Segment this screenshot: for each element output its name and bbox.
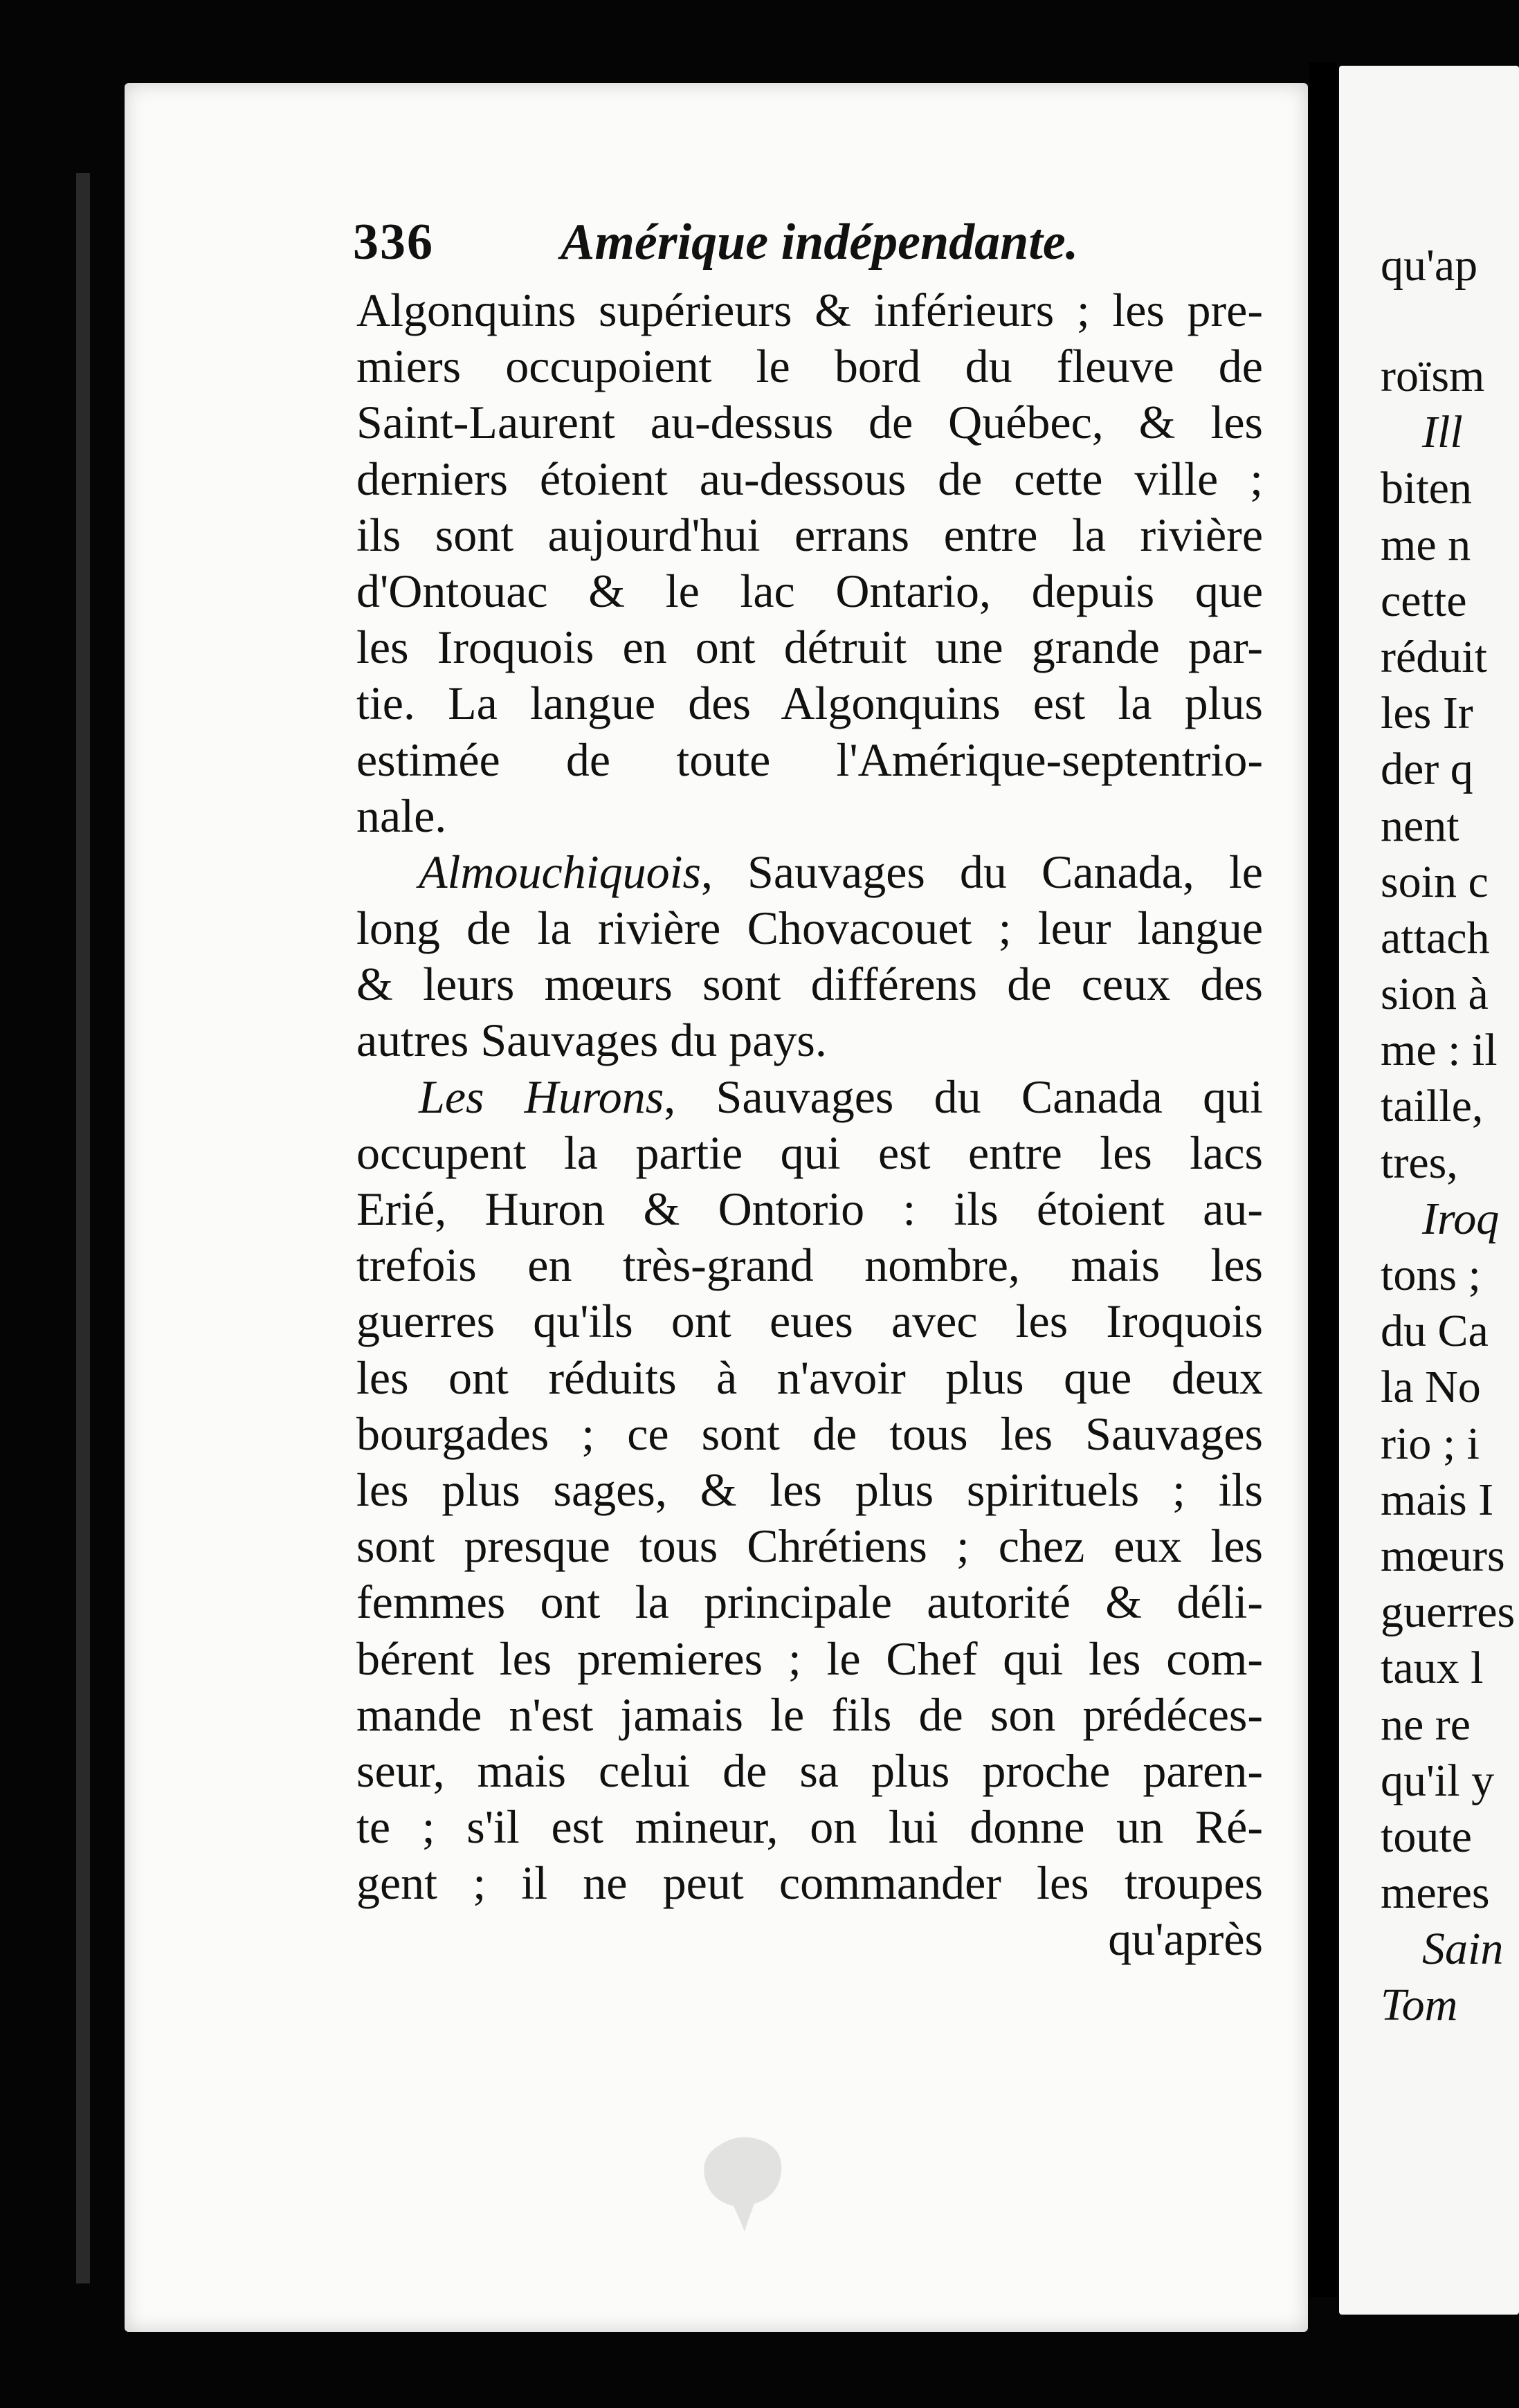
facing-page-line: biten: [1381, 463, 1472, 514]
line-text: Saint-Laurent au-dessus de Québec, & les: [356, 396, 1263, 449]
facing-page-line: ne re: [1381, 1699, 1471, 1750]
line-text: guerres qu'ils ont eues avec les Iroquois: [356, 1295, 1263, 1348]
text-line: [356, 1406, 1263, 1462]
text-line: [356, 1462, 1263, 1518]
line-text: , Sauvages du Canada qui: [664, 1070, 1263, 1123]
facing-page-first-line: qu'ap: [1381, 240, 1478, 291]
running-title: Amérique indépendante.: [561, 214, 1079, 271]
facing-page-line: der q: [1381, 744, 1473, 795]
line-text: mande n'est jamais le fils de son prédéces-: [356, 1688, 1263, 1741]
page-number: 336: [353, 214, 434, 271]
text-line: [356, 1293, 1263, 1349]
facing-page-line: Iroq: [1422, 1193, 1500, 1244]
facing-page-line: meres: [1381, 1868, 1490, 1919]
text-line: [356, 1518, 1263, 1574]
text-line: [356, 1687, 1263, 1743]
line-text: femmes ont la principale autorité & déli-: [356, 1576, 1263, 1629]
text-line: [356, 1125, 1263, 1181]
facing-page-line: tres,: [1381, 1137, 1458, 1188]
facing-page-line: Tom: [1381, 1980, 1458, 2031]
line-text: autres Sauvages du pays.: [356, 1014, 827, 1067]
line-text: , Sauvages du Canada, le: [700, 845, 1263, 898]
text-line: [356, 956, 1263, 1012]
text-line: [356, 619, 1263, 675]
text-line: [356, 788, 1263, 844]
text-line: [356, 282, 1263, 338]
page-edge-shadow: [76, 173, 90, 2283]
facing-page-line: sion à: [1381, 969, 1489, 1020]
line-text: occupent la partie qui est entre les lacs: [356, 1126, 1263, 1179]
facing-page-line: nent: [1381, 800, 1459, 851]
facing-page-line: rio ; i: [1381, 1418, 1480, 1469]
facing-page-line: taux l: [1381, 1643, 1484, 1694]
page-header: [353, 211, 1287, 273]
text-line: [356, 1574, 1263, 1630]
text-line: [356, 338, 1263, 394]
facing-page-line: roïsm: [1381, 351, 1485, 401]
facing-page-line: attach: [1381, 912, 1490, 963]
text-line: [356, 900, 1263, 956]
text-line: [356, 844, 1263, 900]
facing-page-text: [1339, 240, 1516, 2034]
facing-page-line: qu'il y: [1381, 1755, 1495, 1806]
line-text: d'Ontouac & le lac Ontario, depuis que: [356, 564, 1263, 617]
line-text: les ont réduits à n'avoir plus que deux: [356, 1351, 1263, 1404]
text-line: [356, 675, 1263, 731]
text-line: [356, 563, 1263, 619]
line-text: trefois en très-grand nombre, mais les: [356, 1239, 1263, 1292]
line-text: miers occupoient le bord du fleuve de: [356, 340, 1263, 393]
text-line: [356, 1237, 1263, 1293]
body-text: [356, 282, 1263, 1968]
facing-page-line: les Ir: [1381, 688, 1473, 739]
text-line: [356, 1069, 1263, 1125]
facing-page-line: mais I: [1381, 1474, 1494, 1525]
text-line: [356, 1855, 1263, 1911]
facing-page-line: me n: [1381, 519, 1471, 570]
line-text: bérent les premieres ; le Chef qui les com-: [356, 1632, 1263, 1685]
line-text: estimée de toute l'Amérique-septentrio-: [356, 733, 1263, 786]
facing-page-line: tons ;: [1381, 1250, 1481, 1300]
line-text: gent ; il ne peut commander les troupes: [356, 1857, 1263, 1910]
text-line: [356, 1181, 1263, 1237]
entry-term: Almouchiquois: [419, 845, 701, 898]
line-text: seur, mais celui de sa plus proche paren-: [356, 1744, 1263, 1797]
text-line: [356, 1799, 1263, 1855]
facing-page-line: Ill: [1422, 407, 1463, 458]
line-text: les plus sages, & les plus spirituels ; ils: [356, 1463, 1263, 1516]
facing-page-line: la No: [1381, 1362, 1481, 1413]
entry-term: Les Hurons: [419, 1070, 664, 1123]
line-text: nale.: [356, 789, 447, 842]
facing-page-line: du Ca: [1381, 1306, 1489, 1357]
text-line: [356, 1743, 1263, 1799]
text-line: [356, 732, 1263, 788]
facing-page-line: toute: [1381, 1811, 1472, 1862]
book-gutter: [1309, 62, 1337, 2297]
text-line: [356, 1012, 1263, 1068]
facing-page-line: soin c: [1381, 856, 1489, 907]
line-text: sont presque tous Chrétiens ; chez eux les: [356, 1520, 1263, 1573]
line-text: les Iroquois en ont détruit une grande par-: [356, 621, 1263, 674]
facing-page-line: me : il: [1381, 1025, 1498, 1076]
line-text: & leurs mœurs sont différens de ceux des: [356, 958, 1263, 1011]
line-text: tie. La langue des Algonquins est la plus: [356, 677, 1263, 730]
facing-page-line: cette: [1381, 575, 1467, 626]
facing-page-line: Sain: [1422, 1924, 1504, 1975]
paper-stain: [699, 2131, 789, 2235]
line-text: Erié, Huron & Ontorio : ils étoient au-: [356, 1183, 1263, 1235]
facing-page-line: taille,: [1381, 1081, 1484, 1132]
text-line: [356, 1631, 1263, 1687]
line-text: Algonquins supérieurs & inférieurs ; les pre-: [356, 284, 1263, 336]
facing-page-line: guerres: [1381, 1587, 1516, 1638]
text-line: [356, 451, 1263, 507]
text-line: [356, 507, 1263, 563]
line-text: derniers étoient au-dessous de cette ville ;: [356, 452, 1263, 505]
line-text: long de la rivière Chovacouet ; leur langue: [356, 902, 1263, 955]
line-text: te ; s'il est mineur, on lui donne un Ré-: [356, 1800, 1263, 1854]
line-text: ils sont aujourd'hui errans entre la rivière: [356, 508, 1263, 561]
text-line: [356, 1350, 1263, 1406]
text-line: [356, 394, 1263, 450]
facing-page: [1339, 66, 1519, 2315]
line-text: bourgades ; ce sont de tous les Sauvages: [356, 1407, 1263, 1460]
facing-page-line: réduit: [1381, 631, 1487, 682]
facing-page-line: mœurs: [1381, 1530, 1505, 1581]
catchword: qu'après: [1108, 1913, 1263, 1966]
